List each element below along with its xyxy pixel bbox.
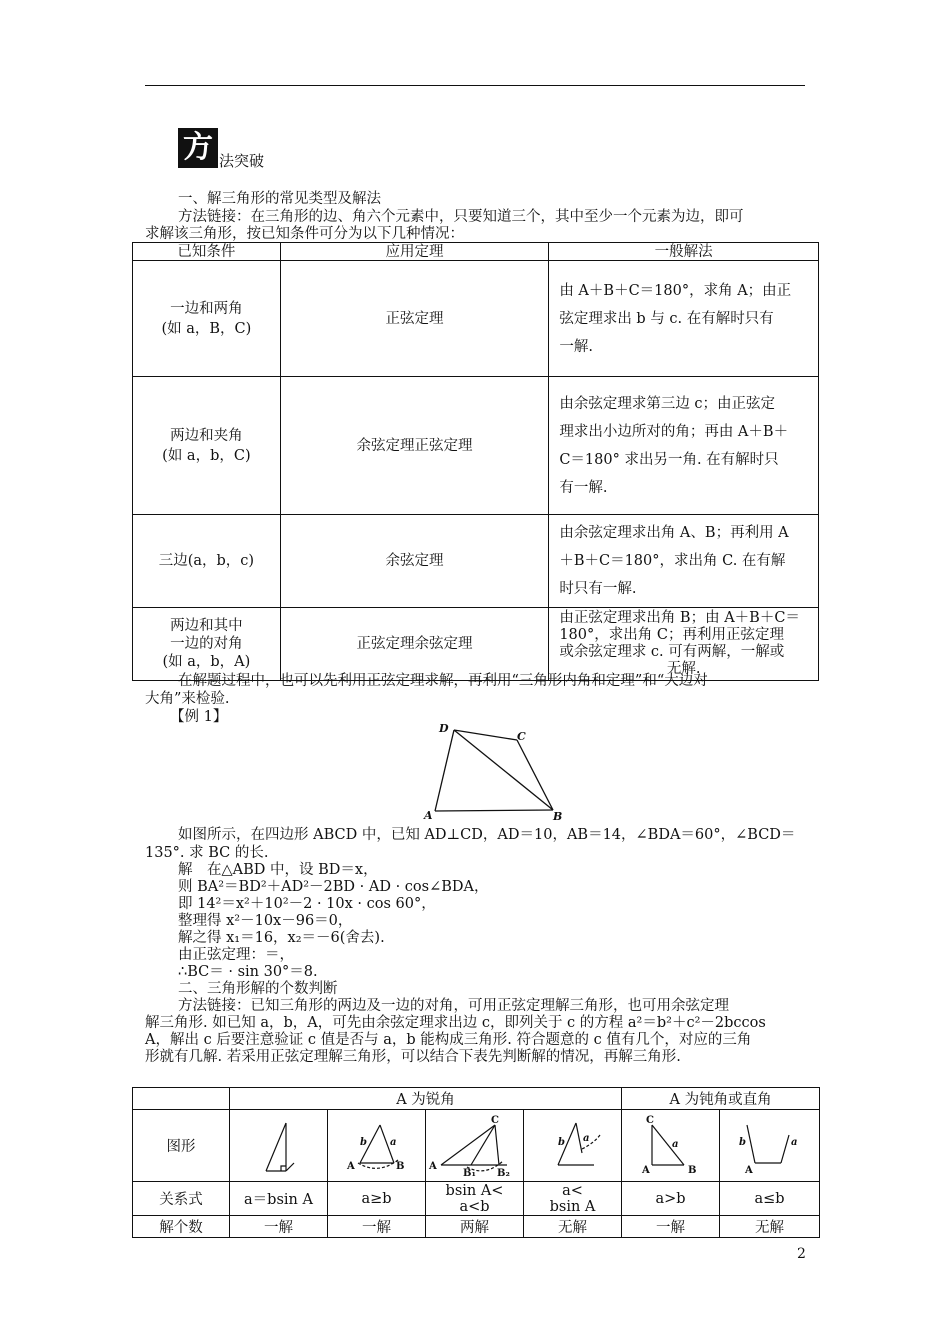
figure-cell [328, 1110, 426, 1182]
relation-line: a<b [459, 1198, 490, 1215]
example-line: 如图所示，在四边形 ABCD 中，已知 AD⊥CD，AD＝10，AB＝14，∠BDA＝60°，∠BCD＝ [178, 827, 796, 843]
group-header-row [133, 1088, 820, 1110]
method-cell [549, 261, 819, 377]
method-line: 一解. [559, 338, 593, 355]
figure-obtuse-one-solution [626, 1113, 716, 1179]
edge-ad [435, 730, 454, 811]
theorem-cell: 正弦定理 [280, 261, 549, 377]
condition-text: 一边和两角 [170, 300, 243, 317]
condition-text: 两边和夹角 [170, 427, 243, 444]
section-badge: 方 [178, 128, 218, 168]
svg-text:C: C [490, 1114, 499, 1126]
condition-example: (如 a，B，C) [161, 320, 252, 337]
method-line: 180°，求出角 C；再利用正弦定理 [559, 627, 784, 643]
relation-line: a< [562, 1182, 583, 1199]
condition-text: 三边(a，b，c) [158, 553, 255, 569]
svg-text:a: a [790, 1136, 798, 1148]
relation-cell: a≥b [328, 1182, 426, 1216]
method-cell [549, 515, 819, 608]
method-line: 由正弦定理求出角 B；由 A＋B＋C＝ [559, 610, 800, 626]
diagonal-db [454, 730, 553, 810]
svg-text:a: a [671, 1138, 679, 1150]
solving-methods-table [132, 242, 819, 681]
method-line: 时只有一解. [559, 581, 637, 597]
svg-text:b: b [738, 1136, 746, 1148]
method-line: 由余弦定理求出角 A、B；再利用 A [559, 525, 789, 541]
solution-count-table [132, 1087, 820, 1238]
table-header-row [133, 243, 819, 261]
page-number: 2 [797, 1246, 806, 1262]
figure-right-angle [234, 1113, 324, 1179]
part1-intro-line1: 方法链接：在三角形的边、角六个元素中，只要知道三个，其中至少一个元素为边，即可 [178, 209, 744, 225]
solution-line: 则 BA²＝BD²＋AD²－2BD · AD · cos∠BDA， [178, 879, 489, 895]
method-line: 无解. [666, 661, 701, 677]
empty-corner [133, 1088, 230, 1110]
condition-text: 两边和其中 [170, 618, 243, 634]
relation-row [133, 1182, 820, 1216]
part2-line: 形就有几解. 若采用正弦定理解三角形，可以结合下表先判断解的情况，再解三角形. [145, 1049, 681, 1065]
figure-cell [524, 1110, 622, 1182]
method-line: 由余弦定理求第三边 c；由正弦定 [559, 395, 776, 412]
figure-row [133, 1110, 820, 1182]
part2-heading: 二、三角形解的个数判断 [178, 981, 338, 997]
group-obtuse: A 为钝角或直角 [622, 1088, 820, 1110]
part2-line: 解三角形. 如已知 a，b，A，可先由余弦定理求出边 c，即列关于 c 的方程 a²＝b²＋c²－2bccos [145, 1015, 766, 1031]
label-a: A [424, 809, 433, 822]
svg-text:a: a [582, 1132, 589, 1144]
count-cell: 无解 [524, 1216, 622, 1238]
part1-heading: 一、解三角形的常见类型及解法 [178, 191, 381, 207]
svg-text:B₁: B₁ [462, 1167, 476, 1179]
method-line: 由 A＋B＋C＝180°，求角 A；由正 [559, 282, 792, 299]
group-acute: A 为锐角 [230, 1088, 622, 1110]
header-method: 一般解法 [549, 243, 819, 261]
header-theorem: 应用定理 [280, 243, 549, 261]
figure-a-ge-b [332, 1113, 422, 1179]
solution-line: 即 14²＝x²＋10²－2 · 10x · cos 60°， [178, 896, 436, 912]
example-label: 【例 1】 [170, 709, 228, 725]
svg-text:A: A [641, 1164, 650, 1176]
row-label-relation: 关系式 [133, 1182, 230, 1216]
header-rule [145, 85, 805, 86]
condition-cell [133, 608, 281, 681]
quadrilateral-figure [420, 718, 570, 823]
method-cell [549, 377, 819, 515]
relation-line: bsin A< [445, 1182, 504, 1199]
solution-line: ∴BC＝ · sin 30°＝8. [178, 964, 318, 980]
figure-cell [720, 1110, 820, 1182]
solution-line: 解之得 x₁＝16，x₂＝－6(舍去). [178, 930, 385, 946]
row-label-figure: 图形 [133, 1110, 230, 1182]
after-table-line1: 在解题过程中，也可以先利用正弦定理求解，再利用“三角形内角和定理”和“大边对 [178, 673, 708, 689]
section-title-rest: 法突破 [219, 152, 265, 170]
method-line: 理求出小边所对的角；再由 A＋B＋ [559, 423, 789, 440]
svg-text:B: B [687, 1164, 696, 1176]
label-c: C [517, 730, 526, 743]
figure-two-solutions [427, 1113, 523, 1179]
solution-line: 解 在△ABD 中，设 BD＝x， [178, 862, 378, 878]
part2-line: A，解出 c 后要注意验证 c 值是否与 a，b 能构成三角形. 符合题意的 c 值有几个，对应的三角 [145, 1032, 752, 1048]
relation-cell: a＝bsin A [230, 1182, 328, 1216]
condition-example: (如 a，b，C) [162, 447, 251, 464]
relation-cell [524, 1182, 622, 1216]
condition-cell [133, 261, 281, 377]
figure-cell [426, 1110, 524, 1182]
figure-obtuse-no-solution [725, 1113, 815, 1179]
part2-line: 方法链接：已知三角形的两边及一边的对角，可用正弦定理解三角形，也可用余弦定理 [178, 998, 729, 1014]
example-line: 135°. 求 BC 的长. [145, 845, 269, 861]
method-line: 弦定理求出 b 与 c. 在有解时只有 [559, 310, 774, 327]
svg-text:C: C [645, 1114, 654, 1126]
count-cell: 两解 [426, 1216, 524, 1238]
relation-cell: a>b [622, 1182, 720, 1216]
relation-cell [426, 1182, 524, 1216]
method-cell [549, 608, 819, 681]
figure-no-solution-acute [528, 1113, 618, 1179]
header-condition: 已知条件 [133, 243, 281, 261]
count-cell: 无解 [720, 1216, 820, 1238]
table-row [133, 377, 819, 515]
method-line: ＋B＋C＝180°，求出角 C. 在有解 [559, 553, 786, 569]
edge-dc [454, 730, 517, 740]
solution-line: 由正弦定理：＝， [178, 947, 294, 963]
after-table-line2: 大角”来检验. [145, 691, 230, 707]
row-label-count: 解个数 [133, 1216, 230, 1238]
condition-cell [133, 515, 281, 608]
part1-intro-line2: 求解该三角形，按已知条件可分为以下几种情况： [145, 226, 464, 242]
method-line: C＝180° 求出另一角. 在有解时只 [559, 451, 779, 468]
method-line: 有一解. [559, 479, 608, 496]
condition-text: 一边的对角 [170, 636, 243, 652]
figure-cell [622, 1110, 720, 1182]
count-cell: 一解 [328, 1216, 426, 1238]
relation-line: bsin A [549, 1198, 596, 1215]
condition-cell [133, 377, 281, 515]
figure-cell [230, 1110, 328, 1182]
theorem-cell: 正弦定理余弦定理 [280, 608, 549, 681]
table-row [133, 261, 819, 377]
condition-example: (如 a，b，A) [162, 654, 251, 670]
table-row [133, 608, 819, 681]
table-row [133, 515, 819, 608]
count-row [133, 1216, 820, 1238]
count-cell: 一解 [230, 1216, 328, 1238]
svg-text:A: A [346, 1160, 355, 1172]
svg-text:b: b [557, 1136, 565, 1148]
theorem-cell: 余弦定理正弦定理 [280, 377, 549, 515]
svg-text:b: b [359, 1136, 367, 1148]
method-line: 或余弦定理求 c. 可有两解，一解或 [559, 644, 785, 660]
svg-text:a: a [389, 1136, 396, 1148]
solution-line: 整理得 x²－10x－96＝0， [178, 913, 353, 929]
svg-text:A: A [744, 1164, 753, 1176]
label-b: B [553, 810, 563, 823]
theorem-cell: 余弦定理 [280, 515, 549, 608]
edge-ab [435, 810, 553, 811]
svg-text:B₂: B₂ [496, 1167, 510, 1179]
count-cell: 一解 [622, 1216, 720, 1238]
svg-text:A: A [428, 1160, 437, 1172]
edge-cb [517, 740, 553, 810]
svg-text:B: B [395, 1160, 404, 1172]
relation-cell: a≤b [720, 1182, 820, 1216]
label-d: D [439, 722, 449, 735]
